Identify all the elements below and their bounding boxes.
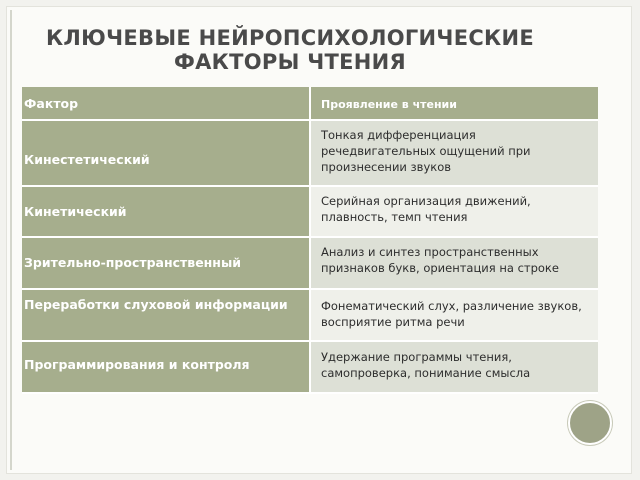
table-row <box>22 289 598 341</box>
decorative-circle <box>568 401 612 445</box>
factor-cell: Кинетический <box>22 186 310 237</box>
table-row <box>22 341 598 393</box>
factor-cell: Переработки слуховой информации <box>22 289 310 341</box>
manifestation-cell: Фонематический слух, различение звуков, восприятие ритма речи <box>310 289 598 341</box>
manifestation-cell: Тонкая дифференциация речедвигательных ощущений при произнесении звуков <box>310 120 598 186</box>
table-header-row <box>22 87 598 120</box>
factor-cell: Кинестетический <box>22 120 310 186</box>
title-line-1: КЛЮЧЕВЫЕ НЕЙРОПСИХОЛОГИЧЕСКИЕ <box>45 26 535 50</box>
manifestation-cell: Серийная организация движений, плавность, темп чтения <box>310 186 598 237</box>
header-manifestation: Проявление в чтении <box>310 87 598 120</box>
factor-cell: Программирования и контроля <box>22 341 310 393</box>
table-row <box>22 120 598 186</box>
factor-cell: Зрительно-пространственный <box>22 237 310 289</box>
factors-table <box>22 87 598 394</box>
decorative-line <box>10 10 12 470</box>
manifestation-cell: Анализ и синтез пространственных признаков букв, ориентация на строке <box>310 237 598 289</box>
slide-title <box>30 26 550 74</box>
table-row <box>22 186 598 237</box>
header-factor: Фактор <box>22 87 310 120</box>
table-row <box>22 237 598 289</box>
title-line-2: ФАКТОРЫ ЧТЕНИЯ <box>173 50 407 74</box>
manifestation-cell: Удержание программы чтения, самопроверка, понимание смысла <box>310 341 598 393</box>
